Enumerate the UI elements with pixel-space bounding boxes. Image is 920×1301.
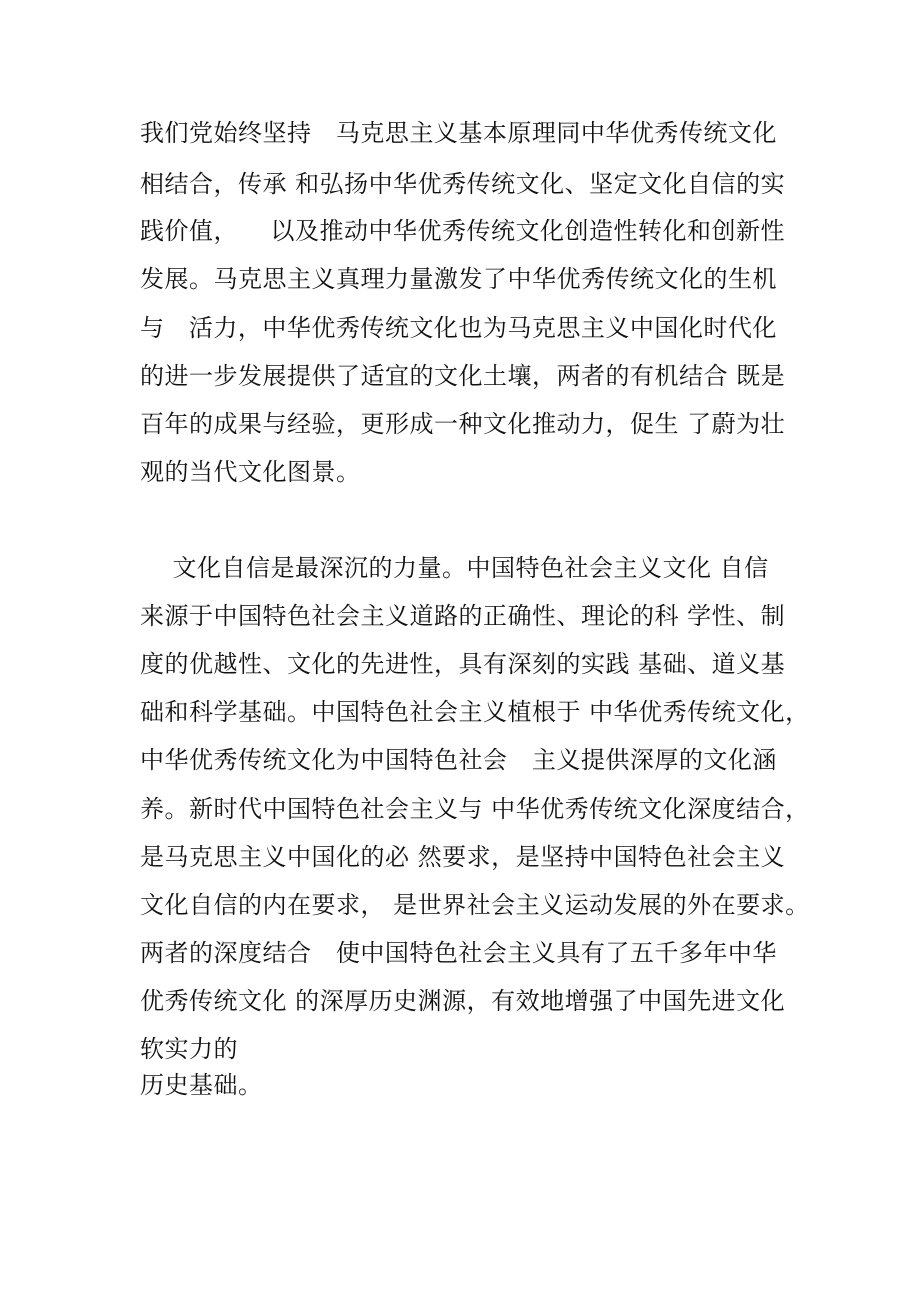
text-line: 础和科学基础。中国特色社会主义植根于 中华优秀传统文化， [140,698,810,726]
text-line: 发展。马克思主义真理力量激发了中华优秀传统文化的生机 [140,265,777,293]
text-line: 与 活力，中华优秀传统文化也为马克思主义中国化时代化 [140,314,777,342]
text-line: 养。新时代中国特色社会主义与 中华优秀传统文化深度结合， [140,795,810,823]
text-line: 我们党始终坚持 马克思主义基本原理同中华优秀传统文化 [140,119,777,147]
text-line: 来源于中国特色社会主义道路的正确性、理论的科 学性、制 [140,602,786,630]
text-line: 文化自信的内在要求， 是世界社会主义运动发展的外在要求。 [140,891,810,919]
text-line: 的进一步发展提供了适宜的文化土壤，两者的有机结合 既是 [140,362,786,390]
text-line: 相结合，传承 和弘扬中华优秀传统文化、坚定文化自信的实 [140,170,786,198]
text-line: 百年的成果与经验，更形成一种文化推动力，促生 了蔚为壮 [140,410,786,438]
text-line: 软实力的 [140,1035,238,1063]
text-line: 观的当代文化图景。 [140,458,361,486]
text-line: 文化自信是最深沉的力量。中国特色社会主义文化 自信 [140,554,769,582]
text-line: 是马克思主义中国化的必 然要求，是坚持中国特色社会主义 [140,843,786,871]
text-line: 优秀传统文化 的深厚历史渊源，有效地增强了中国先进文化 [140,987,786,1015]
text-line: 度的优越性、文化的先进性，具有深刻的实践 基础、道义基 [140,650,786,678]
text-line: 两者的深度结合 使中国特色社会主义具有了五千多年中华 [140,939,777,967]
text-line: 践价值， 以及推动中华优秀传统文化创造性转化和创新性 [140,217,786,245]
text-line: 中华优秀传统文化为中国特色社会 主义提供深厚的文化涵 [140,746,777,774]
text-line: 历史基础。 [140,1071,263,1099]
